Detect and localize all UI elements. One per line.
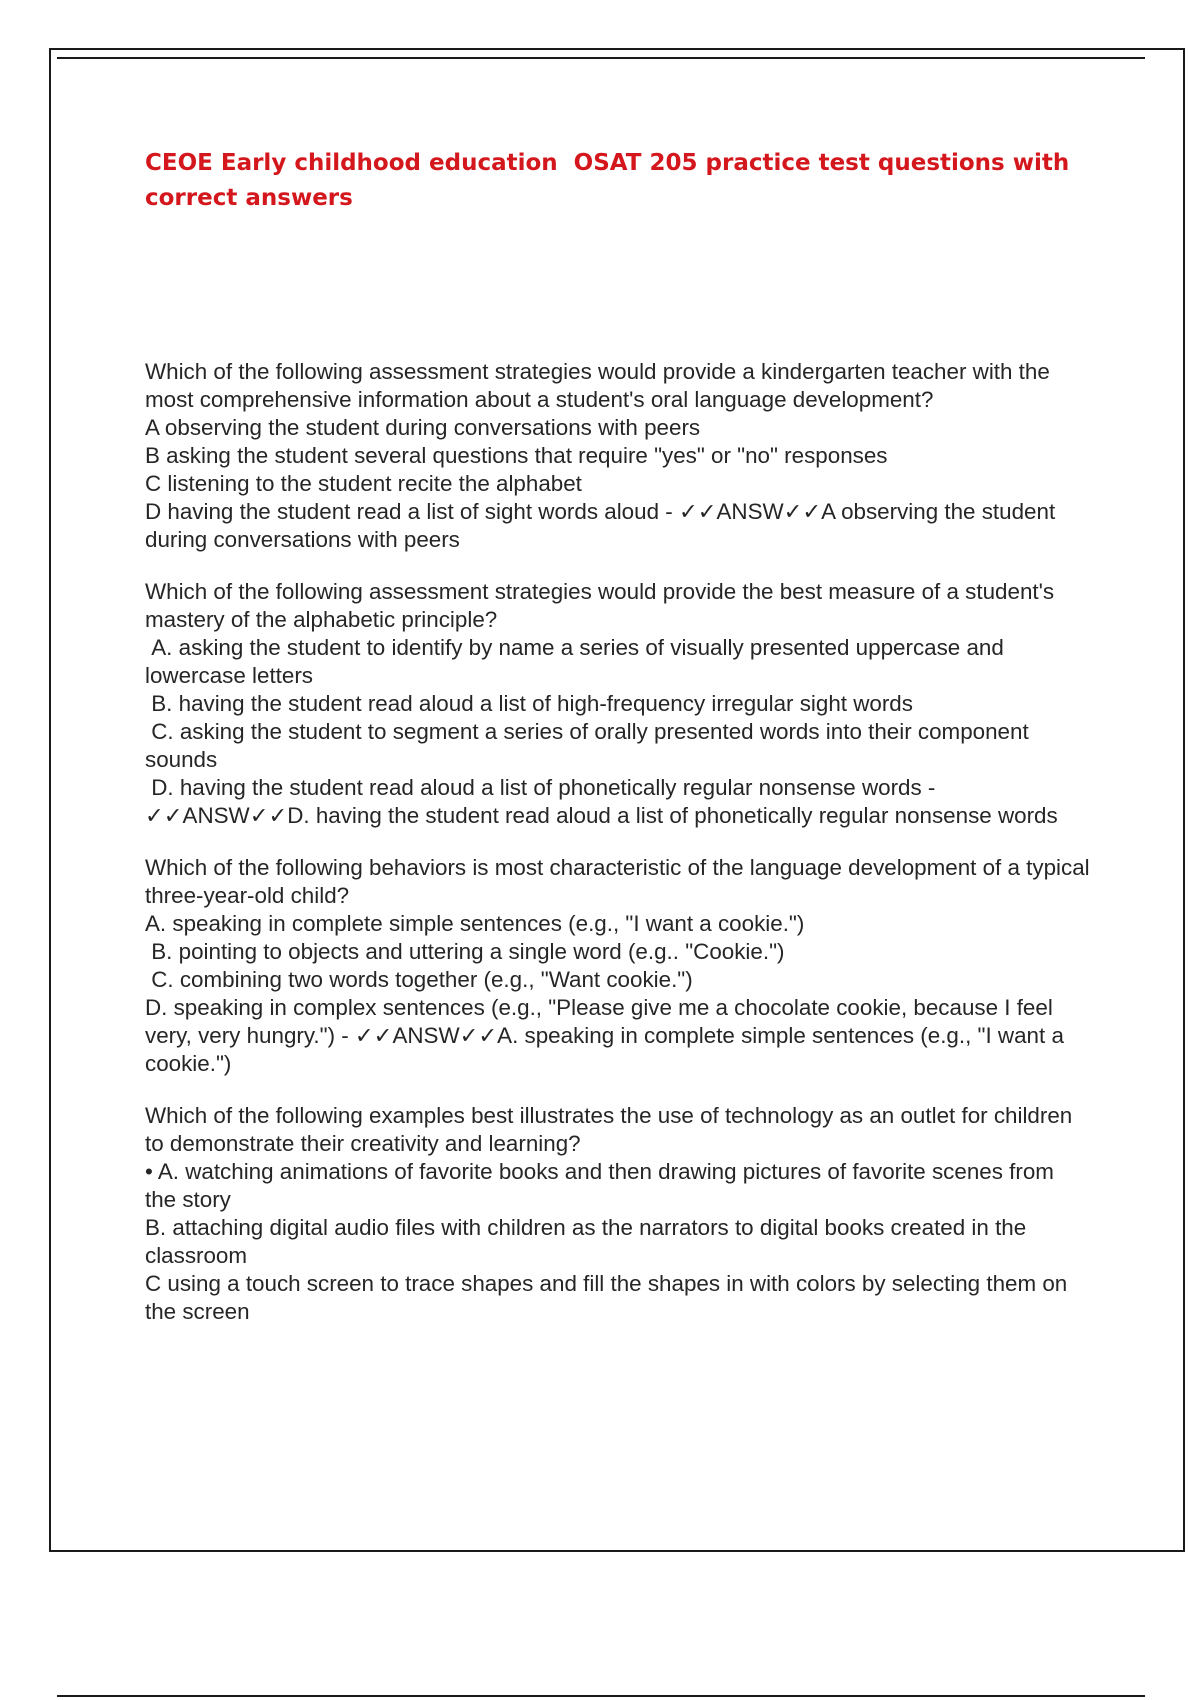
question-block — [145, 1102, 1090, 1326]
question-block — [145, 854, 1096, 1078]
question-prompt: Which of the following assessment strategies would provide the best measure of a student's mastery of the alphabetic principle? — [145, 579, 1061, 632]
answer-option: • A. watching animations of favorite books and then drawing pictures of favorite scenes from the story — [145, 1159, 1061, 1212]
question-prompt: Which of the following behaviors is most characteristic of the language development of a typical three-year-old child? — [145, 855, 1096, 908]
question-prompt: Which of the following assessment strategies would provide a kindergarten teacher with the most comprehensive information about a student's oral language development? — [145, 359, 1057, 412]
answer-option: C using a touch screen to trace shapes and fill the shapes in with colors by selecting them on the screen — [145, 1271, 1074, 1324]
answer-option: A. speaking in complete simple sentences (e.g., "I want a cookie.") — [145, 911, 805, 936]
answer-option: A observing the student during conversations with peers — [145, 415, 701, 440]
answer-option-with-key: D having the student read a list of sight words aloud - ✓✓ANSW✓✓A observing the student during conversations with peers — [145, 499, 1062, 552]
answer-option: C listening to the student recite the alphabet — [145, 471, 582, 496]
answer-option-with-key: D. having the student read aloud a list of phonetically regular nonsense words - ✓✓ANSW✓✓D. having the student read aloud a list of phonetically regular nonsense words — [145, 775, 1058, 828]
answer-option: A. asking the student to identify by name a series of visually presented uppercase and lowercase letters — [145, 635, 1011, 688]
question-block — [145, 358, 1090, 554]
answer-option: B asking the student several questions that require "yes" or "no" responses — [145, 443, 888, 468]
answer-option: C. asking the student to segment a series of orally presented words into their component sounds — [145, 719, 1035, 772]
top-rule — [57, 57, 1145, 59]
answer-option: B. pointing to objects and uttering a single word (e.g.. "Cookie.") — [145, 939, 785, 964]
answer-option: C. combining two words together (e.g., "Want cookie.") — [145, 967, 693, 992]
question-block — [145, 578, 1090, 830]
bottom-rule — [57, 1695, 1145, 1697]
question-prompt: Which of the following examples best illustrates the use of technology as an outlet for children to demonstrate their creativity and learning? — [145, 1103, 1079, 1156]
question-list — [145, 358, 1096, 1350]
answer-option-with-key: D. speaking in complex sentences (e.g., "Please give me a chocolate cookie, because I feel very, very hungry.") - ✓✓ANSW✓✓A. speaking in complete simple sentences (e.g., "I want a cookie.") — [145, 995, 1071, 1076]
answer-option: B. having the student read aloud a list of high-frequency irregular sight words — [145, 691, 913, 716]
answer-option: B. attaching digital audio files with children as the narrators to digital books created in the classroom — [145, 1215, 1033, 1268]
document-title: CEOE Early childhood education OSAT 205 practice test questions with correct answers — [145, 150, 1078, 211]
